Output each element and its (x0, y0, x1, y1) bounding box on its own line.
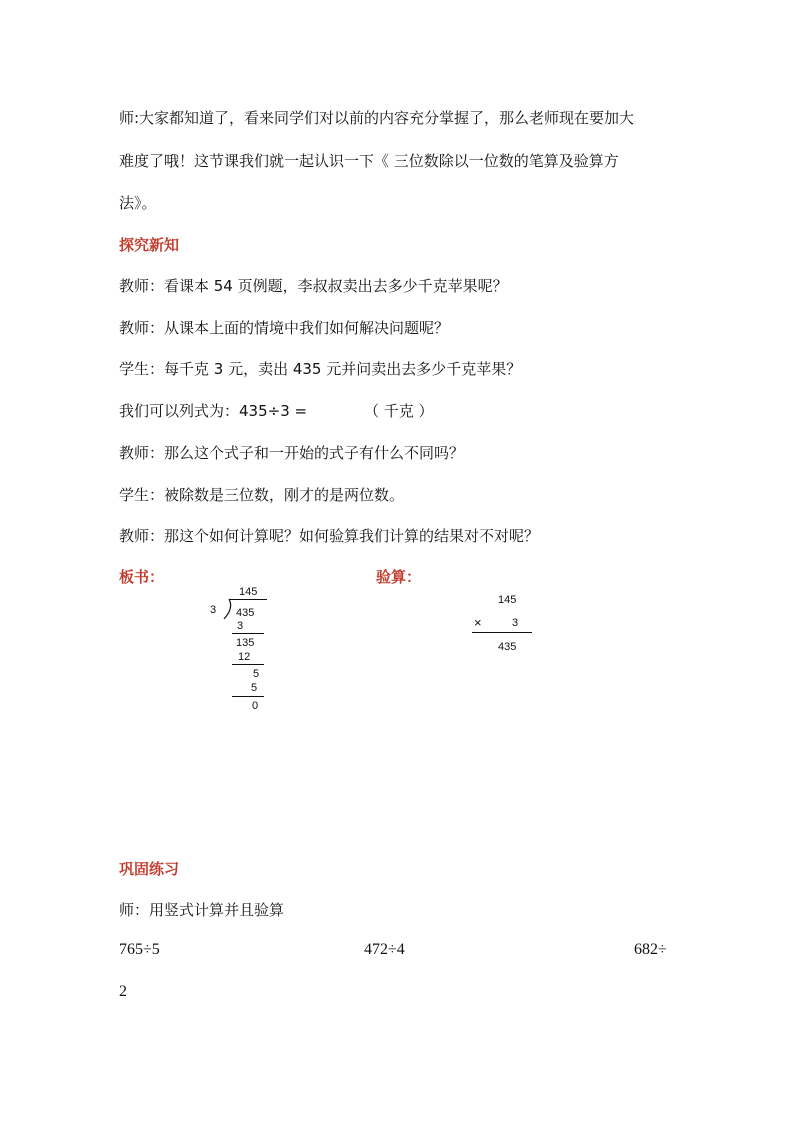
unit-label: （ 千克 ） (364, 402, 434, 420)
explore-line: 教师：看课本 54 页例题，李叔叔卖出去多少千克苹果呢？ (119, 277, 508, 295)
explore-line: 教师：那这个如何计算呢？如何验算我们计算的结果对不对呢？ (119, 527, 540, 545)
check-result: 435 (498, 641, 517, 653)
step-line (232, 664, 264, 665)
check-label: 验算： (376, 568, 422, 586)
explore-heading: 探究新知 (119, 236, 180, 254)
check-multiplier: 3 (512, 617, 519, 629)
practice-problem: 682÷ (634, 941, 667, 958)
practice-instruction: 师：用竖式计算并且验算 (119, 901, 285, 919)
division-bracket (222, 598, 232, 620)
final-remainder: 0 (252, 700, 259, 712)
explore-line: 教师：从课本上面的情境中我们如何解决问题呢？ (119, 319, 450, 337)
step-line (232, 633, 264, 634)
check-top: 145 (498, 594, 517, 606)
practice-heading: 巩固练习 (119, 860, 180, 878)
practice-problem: 765÷5 (119, 941, 160, 958)
step-product: 3 (237, 620, 244, 632)
step-line (232, 696, 264, 697)
dividend: 435 (236, 607, 255, 619)
explore-line: 学生：每千克 3 元，卖出 435 元并问卖出去多少千克苹果？ (119, 360, 522, 378)
step-product: 5 (251, 682, 258, 694)
step-remainder: 135 (236, 637, 255, 649)
quotient: 145 (239, 586, 258, 598)
explore-line: 学生：被除数是三位数，刚才的是两位数。 (119, 486, 405, 504)
intro-line-3: 法》。 (119, 194, 157, 212)
divisor: 3 (210, 604, 217, 616)
practice-wrap: 2 (119, 983, 127, 1000)
explore-line: 教师：那么这个式子和一开始的式子有什么不同吗？ (119, 444, 465, 462)
intro-line-2: 难度了哦！这节课我们就一起认识一下《 三位数除以一位数的笔算及验算方 (119, 152, 619, 170)
times-sign: × (474, 615, 482, 630)
step-product: 12 (238, 651, 251, 663)
board-label: 板书： (119, 568, 165, 586)
practice-problem: 472÷4 (364, 941, 405, 958)
check-line (472, 632, 532, 633)
step-remainder: 5 (253, 668, 260, 680)
division-bar (229, 599, 267, 600)
equation-line: 我们可以列式为：435÷3 = (119, 402, 308, 420)
intro-line-1: 师:大家都知道了，看来同学们对以前的内容充分掌握了，那么老师现在要加大 (119, 109, 635, 127)
